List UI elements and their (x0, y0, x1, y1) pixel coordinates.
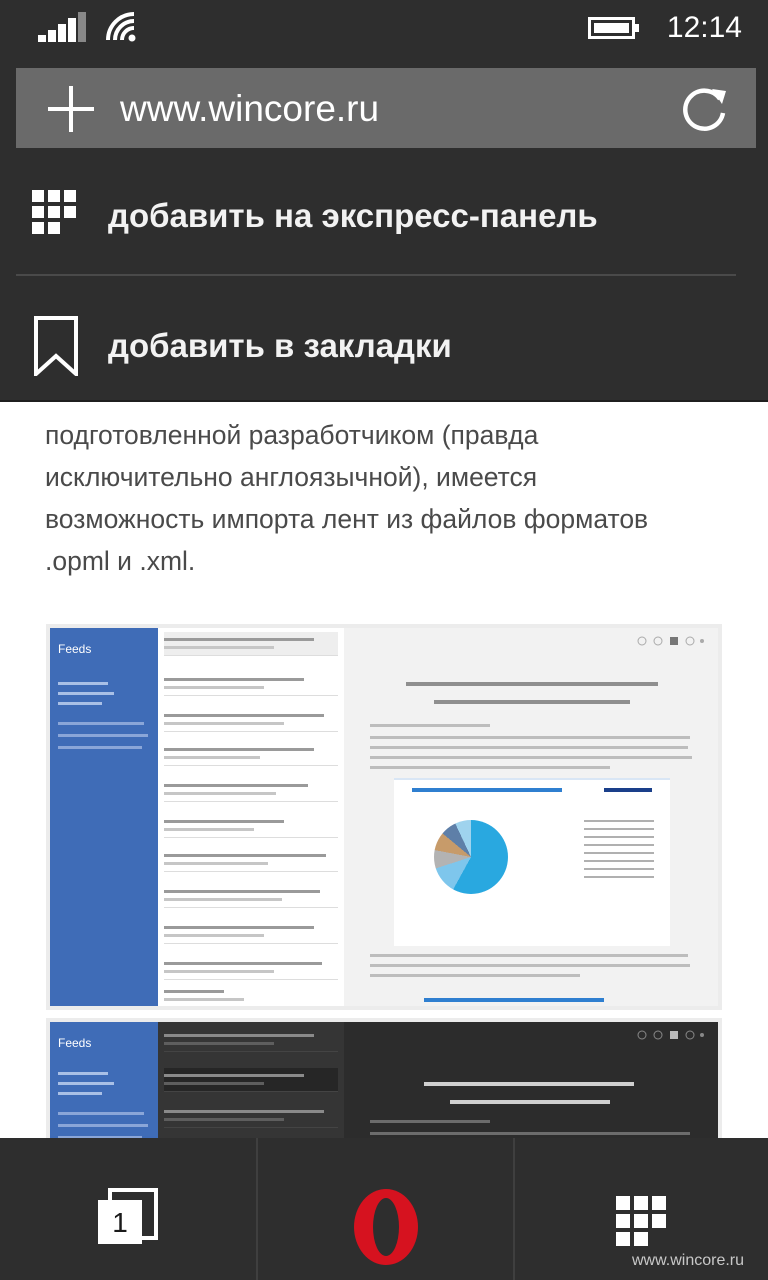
tab-count: 1 (98, 1200, 142, 1244)
status-bar (0, 0, 768, 56)
article-preview (344, 1022, 718, 1138)
article-preview (344, 628, 718, 1006)
article-image-light[interactable] (46, 624, 722, 1010)
article-line: возможность импорта лент из файлов форматов (45, 504, 649, 534)
browser-top-panel (0, 56, 768, 402)
reload-icon[interactable] (678, 83, 730, 135)
article-line: .opml и .xml. (45, 546, 196, 576)
embedded-chart (394, 778, 670, 946)
article-text (45, 414, 735, 582)
address-bar[interactable] (16, 68, 756, 148)
feeds-title: Feeds (58, 1036, 92, 1050)
add-to-speed-dial-item[interactable] (0, 160, 768, 270)
add-to-bookmarks-item[interactable] (0, 290, 768, 400)
menu-divider (16, 274, 736, 276)
speed-dial-grid-icon (28, 186, 84, 246)
feeds-sidebar (50, 628, 158, 1006)
opera-logo-icon[interactable] (350, 1186, 422, 1268)
toolbar-icons (636, 636, 708, 646)
toolbar-icons (636, 1030, 708, 1040)
add-to-speed-dial-label: добавить на экспресс-панель (108, 197, 598, 234)
article-line: исключительно англоязычной), имеется (45, 462, 538, 492)
clock: 12:14 (666, 11, 742, 44)
feed-list (158, 628, 344, 1006)
plus-icon[interactable] (46, 84, 96, 134)
article-content[interactable] (0, 402, 768, 1138)
tabs-button[interactable] (92, 1188, 164, 1260)
article-image-dark[interactable] (46, 1018, 722, 1138)
article-line: подготовленной разработчиком (правда (45, 420, 539, 450)
signal-icon (38, 12, 88, 42)
battery-icon (588, 17, 640, 39)
pie-graphic (434, 820, 508, 894)
feed-list (158, 1022, 344, 1138)
feeds-title: Feeds (58, 642, 92, 656)
wifi-icon (104, 10, 140, 42)
add-to-bookmarks-label: добавить в закладки (108, 327, 452, 364)
speed-dial-grid-icon[interactable] (614, 1194, 670, 1250)
watermark: www.wincore.ru (632, 1252, 745, 1269)
feeds-sidebar (50, 1022, 158, 1138)
bookmark-icon (28, 316, 84, 376)
url-text[interactable]: www.wincore.ru (120, 88, 380, 129)
